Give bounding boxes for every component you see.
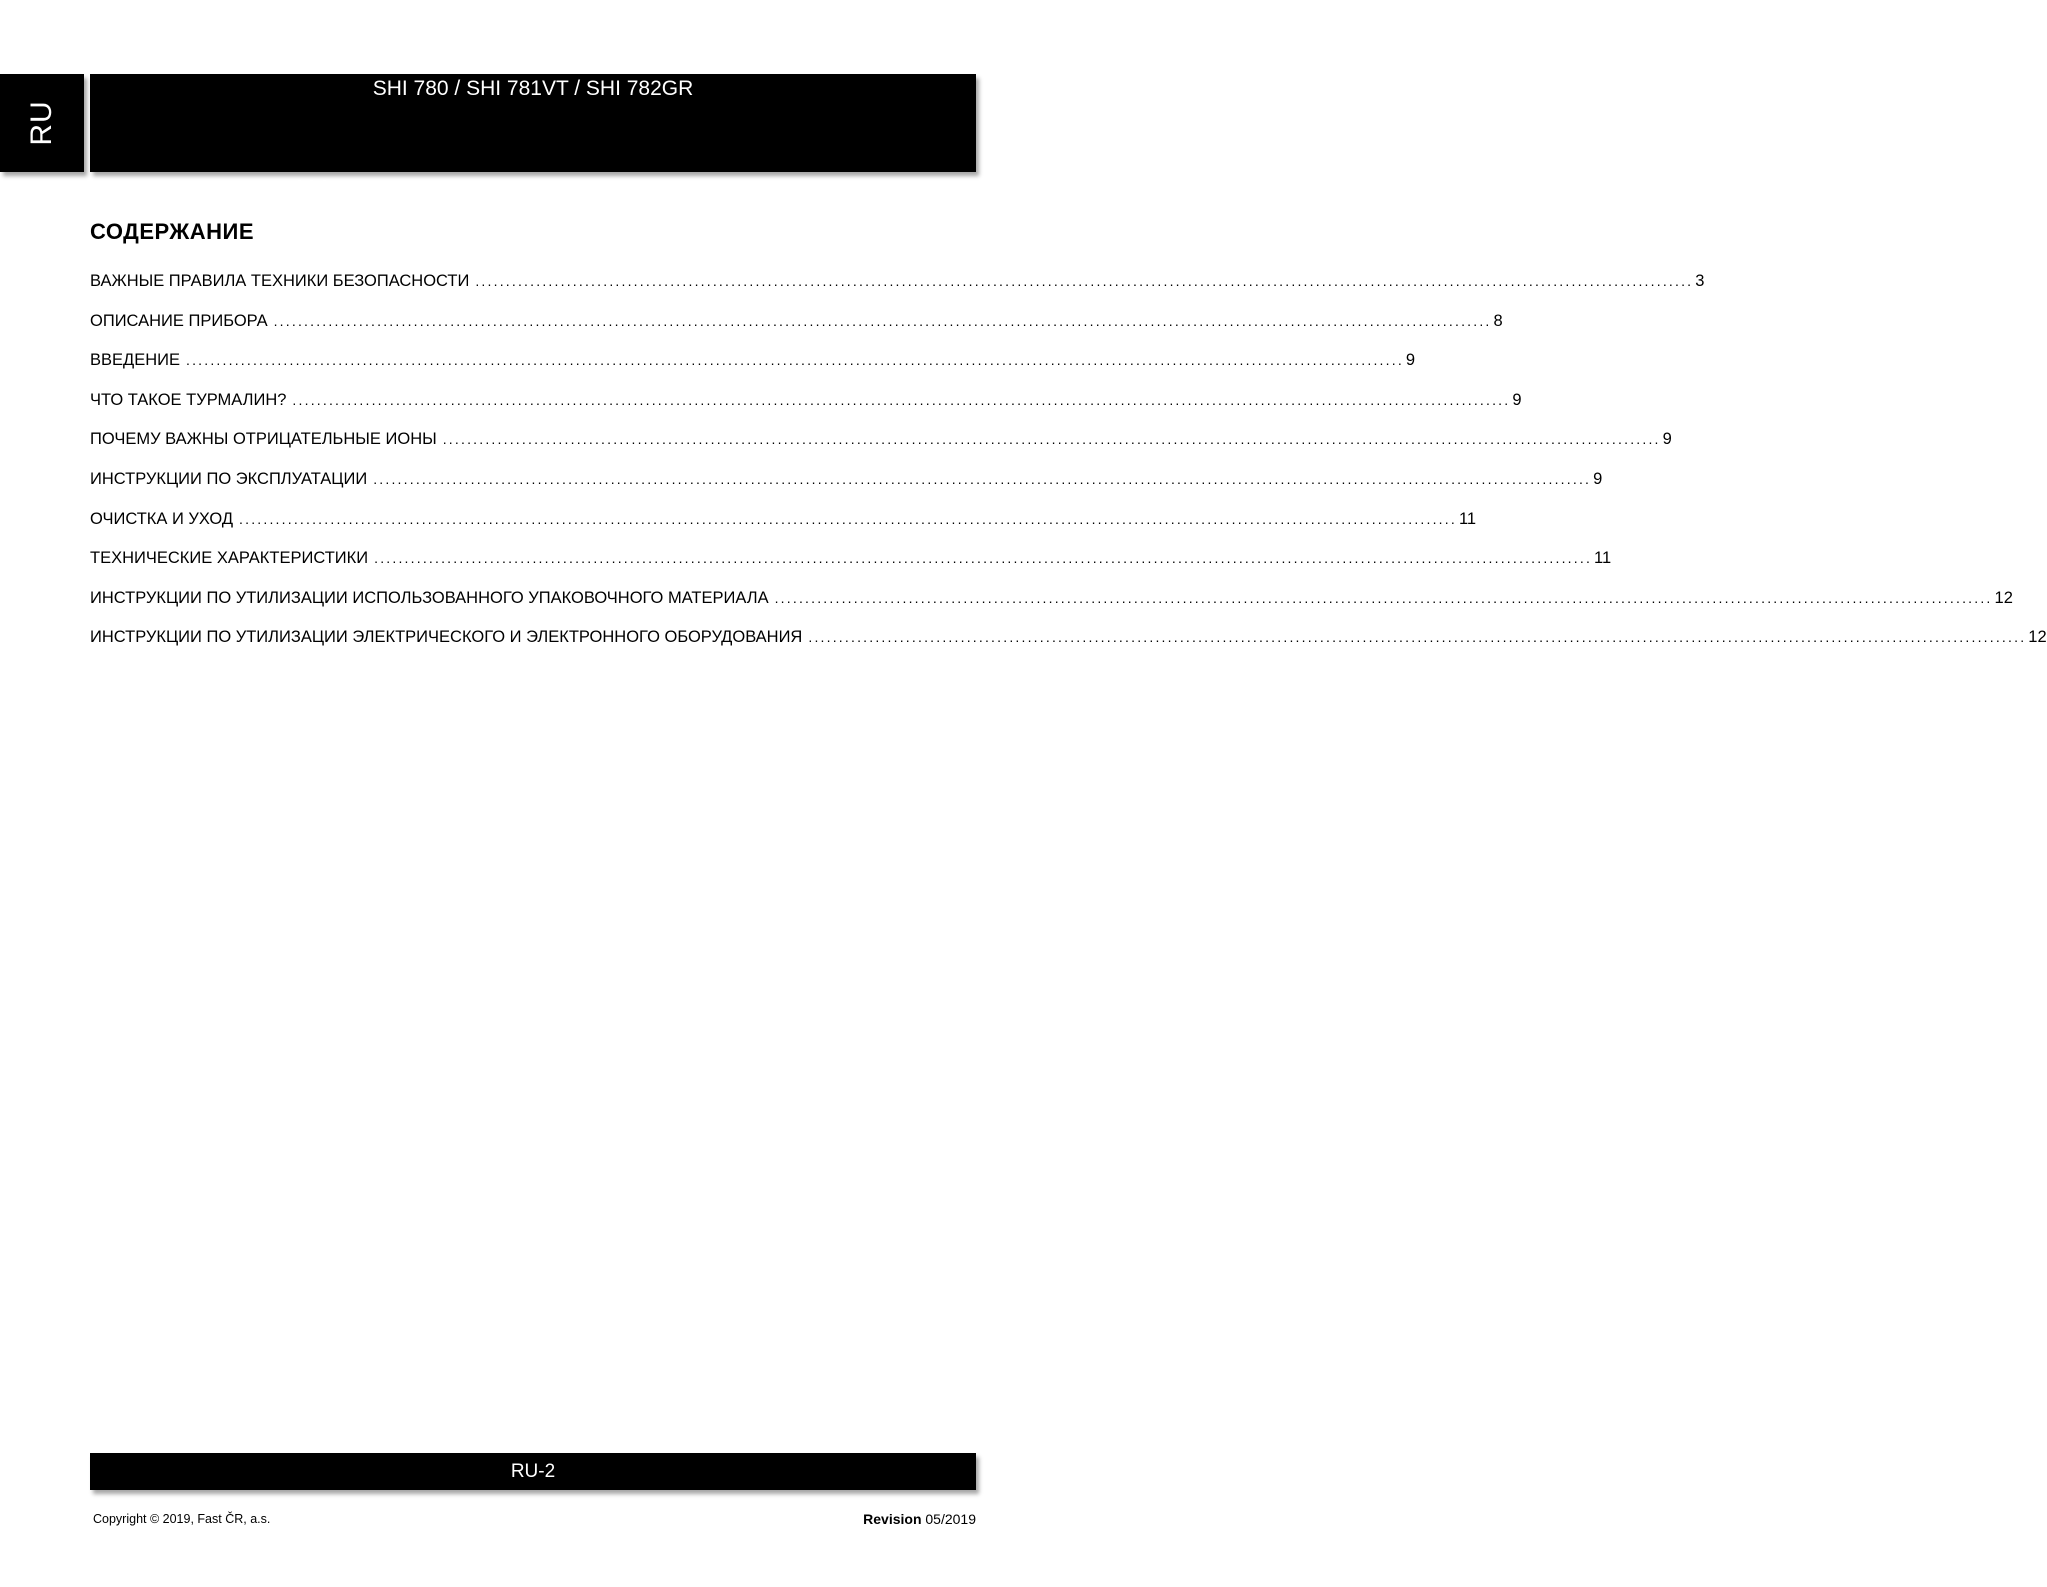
toc-leader-dots: ........................................................................................................................................................................................................ bbox=[239, 510, 1457, 527]
toc-entry[interactable] bbox=[90, 341, 1416, 381]
language-tab bbox=[0, 74, 84, 172]
toc-leader-dots: ........................................................................................................................................................................................................ bbox=[373, 470, 1592, 487]
language-code: RU bbox=[25, 100, 58, 146]
document-title: Щипцы для укладки волос bbox=[294, 173, 772, 216]
toc-entry-title: ОПИСАНИЕ ПРИБОРА bbox=[90, 311, 268, 330]
revision-info bbox=[863, 1511, 976, 1527]
toc-leader-dots: ........................................................................................................................................................................................................ bbox=[774, 589, 1993, 606]
toc-entry[interactable] bbox=[90, 539, 1612, 579]
toc-entry-title: ИНСТРУКЦИИ ПО ЭКСПЛУАТАЦИИ bbox=[90, 469, 368, 488]
toc-leader-dots: ........................................................................................................................................................................................................ bbox=[442, 431, 1661, 448]
model-numbers: SHI 780 / SHI 781VT / SHI 782GR bbox=[372, 77, 694, 100]
toc-entry[interactable] bbox=[90, 460, 1603, 500]
page-number-bar bbox=[90, 1453, 976, 1490]
toc-entry-page: 9 bbox=[1512, 390, 1522, 409]
toc-leader-dots: ........................................................................................................................................................................................................ bbox=[808, 629, 2027, 646]
toc-entry-page: 11 bbox=[1458, 509, 1477, 528]
toc-entry[interactable] bbox=[90, 618, 2047, 658]
toc-entry[interactable] bbox=[90, 500, 1477, 540]
toc-entry[interactable] bbox=[90, 579, 2013, 619]
toc-entry-title: ВВЕДЕНИЕ bbox=[90, 351, 180, 370]
document-header bbox=[90, 74, 976, 216]
toc-entry-page: 9 bbox=[1662, 430, 1672, 449]
toc-entry-title: ПОЧЕМУ ВАЖНЫ ОТРИЦАТЕЛЬНЫЕ ИОНЫ bbox=[90, 430, 437, 449]
toc-entry-page: 12 bbox=[2028, 628, 2047, 647]
toc-entry[interactable] bbox=[90, 420, 1672, 460]
toc-entry-page: 8 bbox=[1493, 311, 1503, 330]
toc-entry-page: 9 bbox=[1593, 469, 1603, 488]
toc-leader-dots: ........................................................................................................................................................................................................ bbox=[475, 273, 1694, 289]
toc-entry[interactable] bbox=[90, 302, 1503, 342]
revision-label: Revision bbox=[863, 1511, 922, 1527]
table-of-contents bbox=[90, 216, 2047, 658]
toc-entry-title: ЧТО ТАКОЕ ТУРМАЛИН? bbox=[90, 390, 287, 409]
toc-leader-dots: ........................................................................................................................................................................................................ bbox=[273, 312, 1492, 329]
toc-entry-title: ВАЖНЫЕ ПРАВИЛА ТЕХНИКИ БЕЗОПАСНОСТИ bbox=[90, 272, 470, 290]
toc-leader-dots: ........................................................................................................................................................................................................ bbox=[292, 391, 1511, 408]
toc-entry-page: 9 bbox=[1405, 351, 1416, 370]
toc-entry[interactable] bbox=[90, 381, 1522, 421]
copyright-notice: Copyright © 2019, Fast ČR, a.s. bbox=[93, 1512, 271, 1526]
toc-entry-title: ТЕХНИЧЕСКИЕ ХАРАКТЕРИСТИКИ bbox=[90, 549, 369, 568]
toc-leader-dots: ........................................................................................................................................................................................................ bbox=[374, 550, 1593, 567]
page-number: RU-2 bbox=[510, 1461, 556, 1482]
toc-entry-page: 12 bbox=[1994, 588, 2013, 607]
toc-entry-page: 3 bbox=[1695, 272, 1705, 290]
toc-heading: СОДЕРЖАНИЕ bbox=[90, 219, 255, 244]
toc-entry-title: ОЧИСТКА И УХОД bbox=[90, 509, 234, 528]
toc-entry-title: ИНСТРУКЦИИ ПО УТИЛИЗАЦИИ ИСПОЛЬЗОВАННОГО УПАКОВОЧНОГО МАТЕРИАЛА bbox=[90, 588, 769, 607]
toc-leader-dots: ........................................................................................................................................................................................................ bbox=[185, 352, 1404, 369]
toc-entry[interactable] bbox=[90, 262, 1705, 302]
toc-entry-page: 11 bbox=[1594, 549, 1612, 568]
toc-entry-title: ИНСТРУКЦИИ ПО УТИЛИЗАЦИИ ЭЛЕКТРИЧЕСКОГО И ЭЛЕКТРОННОГО ОБОРУДОВАНИЯ bbox=[90, 628, 803, 647]
revision-date: 05/2019 bbox=[925, 1511, 976, 1527]
